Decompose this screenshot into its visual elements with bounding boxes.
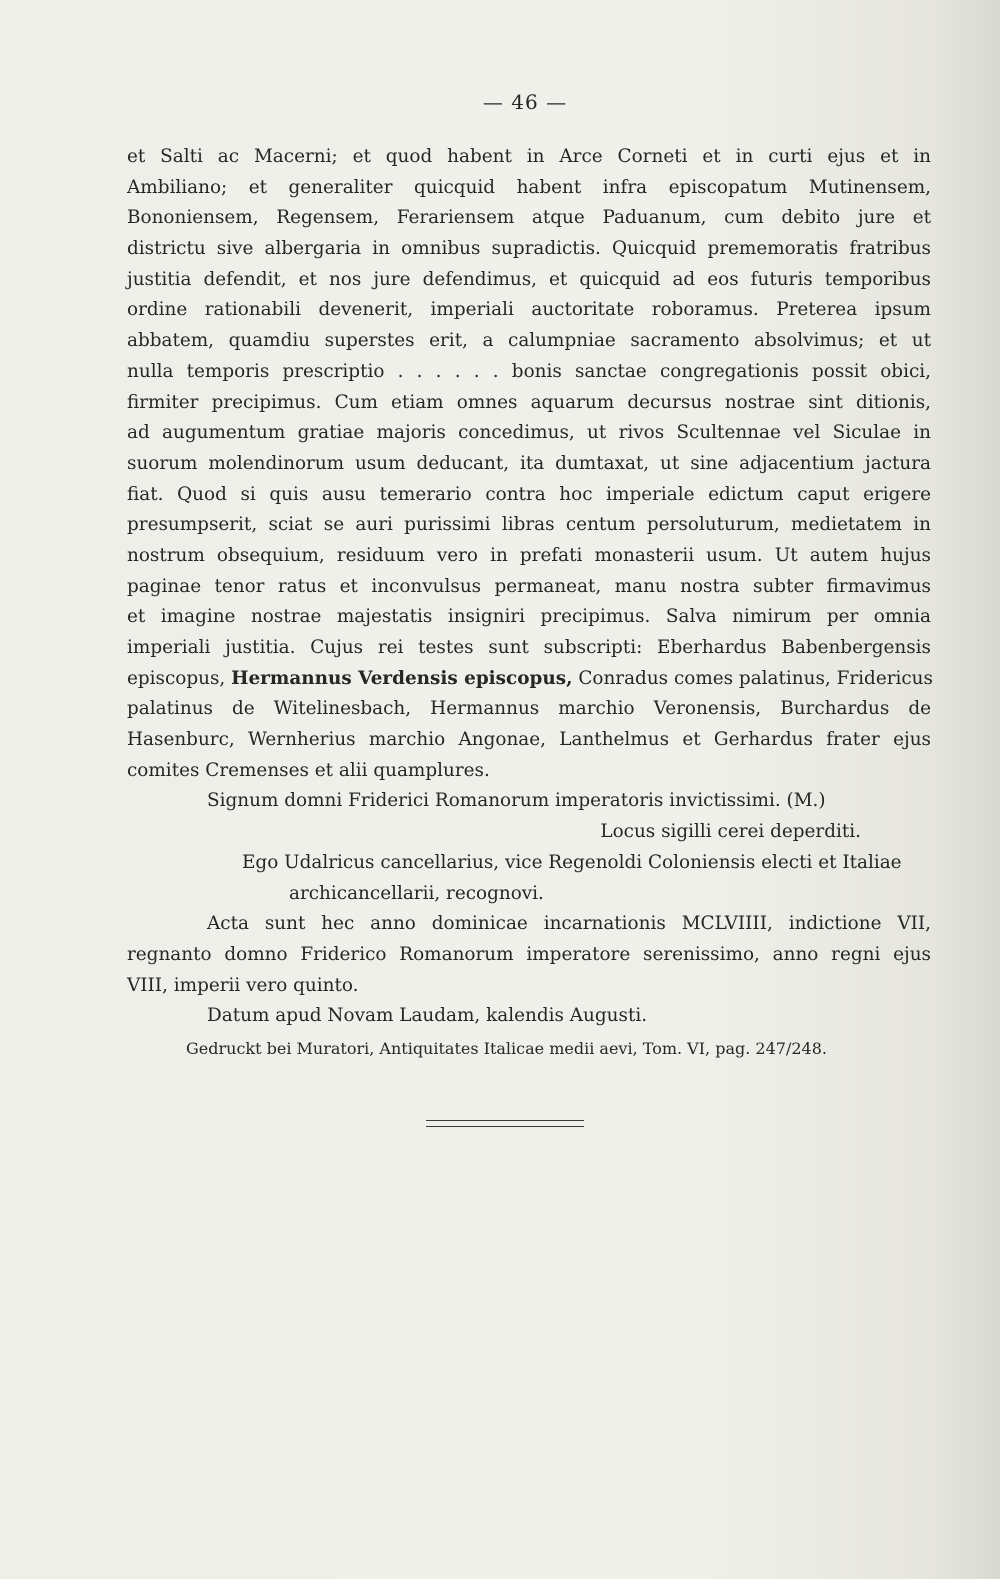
closing-rule <box>426 1120 584 1127</box>
text-line: Bononiensem, Regensem, Ferariensem atque Paduanum, cum debito jure et <box>127 207 931 229</box>
text-line: ad augumentum gratiae majoris concedimus, ut rivos Scultennae vel Siculae in <box>127 422 931 444</box>
text-line: nostrum obsequium, residuum vero in prefati monasterii usum. Ut autem hujus <box>127 544 931 566</box>
text-line: abbatem, quamdiu superstes erit, a calumpniae sacramento absolvimus; et ut <box>127 330 931 352</box>
text-line: justitia defendit, et nos jure defendimus, et quicquid ad eos futuris temporibus <box>127 268 931 290</box>
text-line: firmiter precipimus. Cum etiam omnes aquarum decursus nostrae sint ditionis, <box>127 391 931 413</box>
source-note: Gedruckt bei Muratori, Antiquitates Italicae medii aevi, Tom. VI, pag. 247/248. <box>186 1039 827 1058</box>
page-number: — 46 — <box>482 90 568 114</box>
text-line: regnanto domno Friderico Romanorum imperatore serenissimo, anno regni ejus <box>127 943 931 965</box>
text-line: nulla temporis prescriptio . . . . . . bonis sanctae congregationis possit obici, <box>127 360 931 382</box>
text-line: comites Cremenses et alii quamplures. <box>127 759 490 781</box>
text-line: archicancellarii, recognovi. <box>289 882 544 904</box>
text-line: et imagine nostrae majestatis insigniri precipimus. Salva nimirum per omnia <box>127 606 931 628</box>
text-line: imperiali justitia. Cujus rei testes sunt subscripti: Eberhardus Babenbergensis <box>127 637 931 658</box>
text-line: Acta sunt hec anno dominicae incarnationis MCLVIIII, indictione VII, <box>207 913 931 935</box>
text-line: suorum molendinorum usum deducant, ita dumtaxat, ut sine adjacentium jactura <box>127 452 931 474</box>
text-line: fiat. Quod si quis ausu temerario contra hoc imperiale edictum caput erigere <box>127 483 931 505</box>
text-line: Locus sigilli cerei deperditi. <box>600 821 861 843</box>
text-segment: Conradus comes palatinus, Fridericus <box>572 667 933 689</box>
text-line: presumpserit, sciat se auri purissimi libras centum persoluturum, medietatem in <box>127 514 931 536</box>
text-line: Ego Udalricus cancellarius, vice Regenoldi Coloniensis electi et Italiae <box>242 851 902 873</box>
body-text <box>127 142 931 1032</box>
text-line: et Salti ac Macerni; et quod habent in Arce Corneti et in curti ejus et in <box>127 146 931 167</box>
text-line: Signum domni Friderici Romanorum imperatoris invictissimi. (M.) <box>207 790 826 812</box>
text-line: Ambiliano; et generaliter quicquid habent infra episcopatum Mutinensem, <box>127 176 931 198</box>
text-line: paginae tenor ratus et inconvulsus permaneat, manu nostra subter firmavimus <box>127 575 931 597</box>
text-line: VIII, imperii vero quinto. <box>127 974 359 996</box>
text-line <box>127 664 931 695</box>
text-segment: episcopus, <box>127 667 232 689</box>
text-line: Datum apud Novam Laudam, kalendis Augusti. <box>207 1005 648 1027</box>
bold-segment: Hermannus Verdensis episcopus, <box>231 667 573 689</box>
text-line: districtu sive albergaria in omnibus supradictis. Quicquid prememoratis fratribus <box>127 238 931 260</box>
text-line: palatinus de Witelinesbach, Hermannus marchio Veronensis, Burchardus de <box>127 698 931 720</box>
text-line: Hasenburc, Wernherius marchio Angonae, Lanthelmus et Gerhardus frater ejus <box>127 729 931 751</box>
text-line: ordine rationabili devenerit, imperiali auctoritate roboramus. Preterea ipsum <box>127 299 931 321</box>
